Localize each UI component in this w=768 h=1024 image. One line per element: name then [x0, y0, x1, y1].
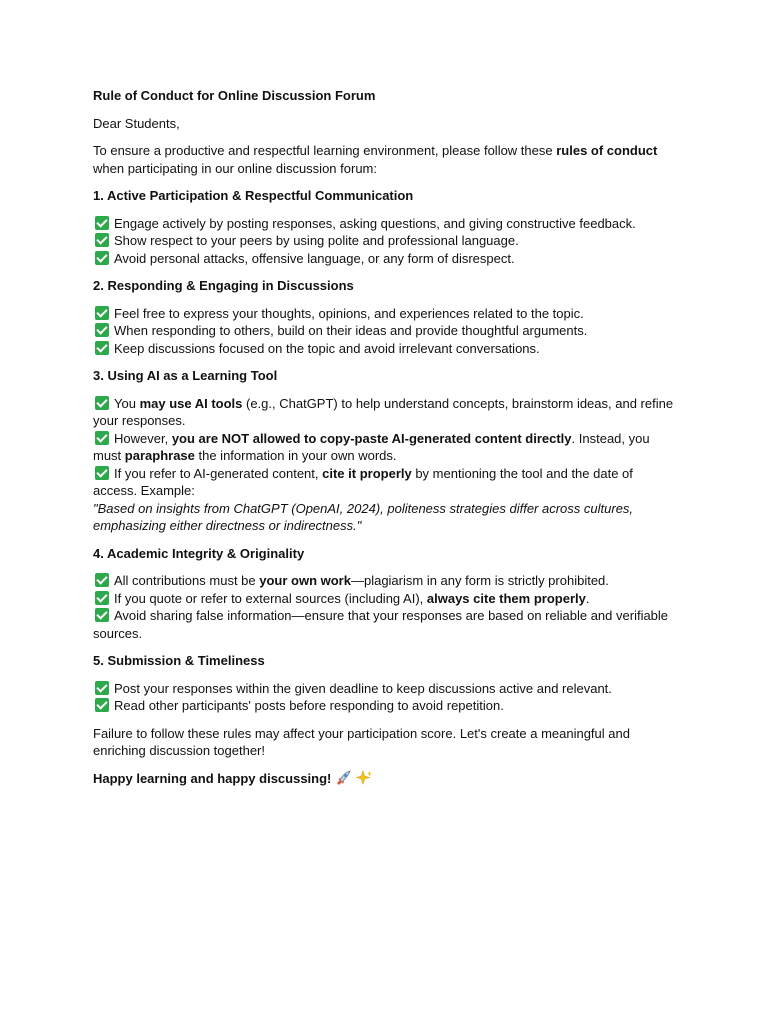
- document-title: Rule of Conduct for Online Discussion Forum: [93, 88, 376, 103]
- list-item: Post your responses within the given deadline to keep discussions active and relevant.: [93, 680, 678, 698]
- greeting: Dear Students,: [93, 115, 180, 131]
- check-mark-icon: [95, 591, 109, 605]
- check-mark-icon: [95, 251, 109, 265]
- list-item: However, you are NOT allowed to copy-paste AI-generated content directly. Instead, you must paraphrase the information in your own words.: [93, 430, 650, 463]
- section-list-integrity: [93, 572, 678, 642]
- check-mark-icon: [95, 216, 109, 230]
- section-list-responding: [93, 305, 678, 358]
- list-item: When responding to others, build on their ideas and provide thoughtful arguments.: [93, 322, 678, 340]
- list-item: All contributions must be your own work—plagiarism in any form is strictly prohibited.: [93, 572, 678, 590]
- section-heading-ai-tool: 3. Using AI as a Learning Tool: [93, 368, 278, 383]
- list-item: You may use AI tools (e.g., ChatGPT) to help understand concepts, brainstorm ideas, and refine your responses.: [93, 395, 674, 428]
- closing-paragraph: Failure to follow these rules may affect your participation score. Let's create a meaningful and enriching discussion together!: [93, 725, 630, 758]
- check-mark-icon: [95, 306, 109, 320]
- section-list-ai-tool: [93, 395, 678, 535]
- check-mark-icon: [95, 341, 109, 355]
- list-item: Show respect to your peers by using polite and professional language.: [93, 232, 678, 250]
- list-item: Read other participants' posts before responding to avoid repetition.: [93, 697, 678, 715]
- check-mark-icon: [95, 573, 109, 587]
- check-mark-icon: [95, 698, 109, 712]
- section-heading-participation: 1. Active Participation & Respectful Communication: [93, 188, 414, 203]
- signoff: Happy learning and happy discussing!: [93, 770, 678, 788]
- list-item: Avoid personal attacks, offensive language, or any form of disrespect.: [93, 250, 678, 268]
- list-item: Keep discussions focused on the topic and avoid irrelevant conversations.: [93, 340, 678, 358]
- list-item: If you refer to AI-generated content, cite it properly by mentioning the tool and the date of access. Example:: [93, 465, 633, 498]
- section-heading-submission: 5. Submission & Timeliness: [93, 653, 265, 668]
- section-list-participation: [93, 215, 678, 268]
- list-item: Feel free to express your thoughts, opinions, and experiences related to the topic.: [93, 305, 678, 323]
- check-mark-icon: [95, 233, 109, 247]
- check-mark-icon: [95, 681, 109, 695]
- document-body: [93, 87, 678, 787]
- section-list-submission: [93, 680, 678, 715]
- citation-example: "Based on insights from ChatGPT (OpenAI, 2024), politeness strategies differ across cultures, emphasizing either directness or indirectness.": [93, 500, 634, 533]
- section-heading-integrity: 4. Academic Integrity & Originality: [93, 545, 305, 561]
- list-item: Engage actively by posting responses, asking questions, and giving constructive feedback.: [93, 215, 678, 233]
- check-mark-icon: [95, 396, 109, 410]
- check-mark-icon: [95, 608, 109, 622]
- intro-paragraph: To ensure a productive and respectful learning environment, please follow these rules of conduct when participating in our online discussion forum:: [93, 143, 658, 176]
- list-item: If you quote or refer to external sources (including AI), always cite them properly.: [93, 590, 678, 608]
- check-mark-icon: [95, 466, 109, 480]
- list-item: Avoid sharing false information—ensure that your responses are based on reliable and verifiable sources.: [93, 608, 669, 641]
- rocket-icon: [334, 770, 352, 786]
- check-mark-icon: [95, 323, 109, 337]
- check-mark-icon: [95, 431, 109, 445]
- sparkles-icon: [355, 770, 373, 786]
- section-heading-responding: 2. Responding & Engaging in Discussions: [93, 278, 354, 293]
